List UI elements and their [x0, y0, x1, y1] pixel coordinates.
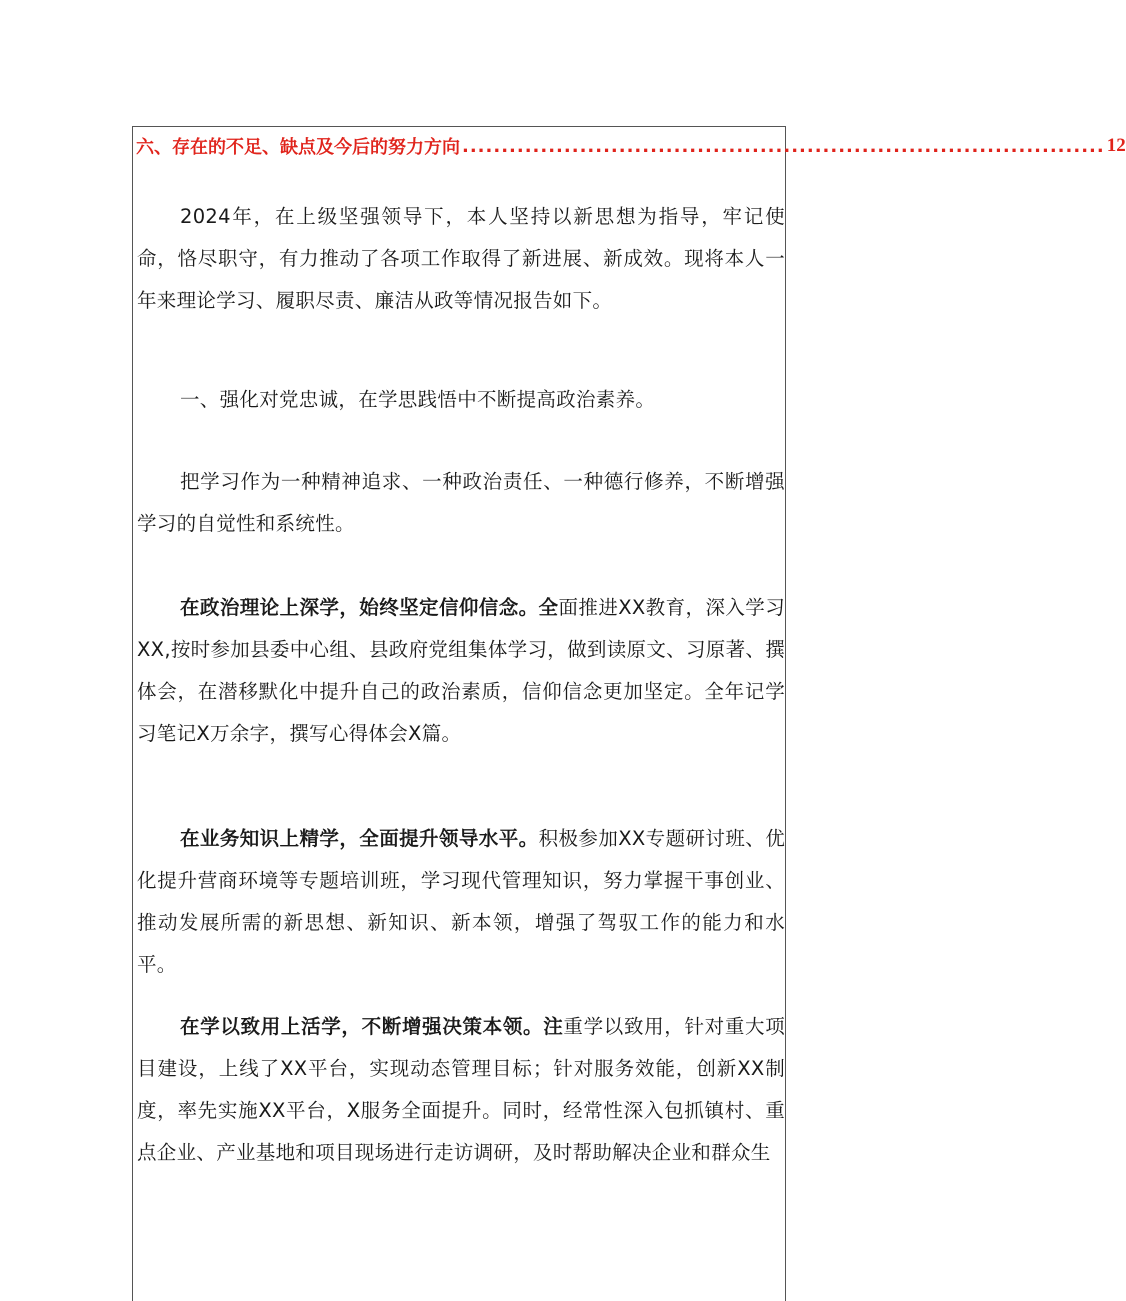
- intro-paragraph: [137, 196, 785, 322]
- body-paragraph: [137, 587, 785, 755]
- paragraph-lead: 在学以致用上活学，不断增强决策本领。注: [180, 1015, 564, 1038]
- paragraph-text: 重学以致用，针对重大项目建设，上线了XX平台，实现动态管理目标；针对服务效能，创新XX制度，率先实施XX平台，X服务全面提升。同时，经常性深入包抓镇村、重点企业、产业基地和项目现场进行走访调研，及时帮助解决企业和群众生: [137, 1015, 785, 1164]
- toc-entry-title: 六、存在的不足、缺点及今后的努力方向: [136, 137, 460, 158]
- paragraph-lead: 在政治理论上深学，始终坚定信仰信念。全: [180, 596, 559, 619]
- body-paragraph: [137, 461, 785, 545]
- section-heading: [137, 379, 785, 421]
- toc-leader-dots: ..................................................................................: [462, 135, 1105, 157]
- paragraph-text: 2024年，在上级坚强领导下，本人坚持以新思想为指导，牢记使命，恪尽职守，有力推动了各项工作取得了新进展、新成效。现将本人一年来理论学习、履职尽责、廉洁从政等情况报告如下。: [137, 205, 785, 312]
- paragraph-text: 一、强化对党忠诚，在学思践悟中不断提高政治素养。: [180, 388, 656, 411]
- paragraph-text: 把学习作为一种精神追求、一种政治责任、一种德行修养，不断增强学习的自觉性和系统性。: [137, 470, 785, 535]
- toc-page-number: 12: [1106, 135, 1126, 156]
- toc-entry[interactable]: [136, 131, 1126, 161]
- paragraph-text: 积极参加XX专题研讨班、优化提升营商环境等专题培训班，学习现代管理知识，努力掌握干事创业、推动发展所需的新思想、新知识、新本领，增强了驾驭工作的能力和水平。: [137, 827, 785, 976]
- body-paragraph: [137, 818, 785, 986]
- paragraph-text: 面推进XX教育，深入学习XX,按时参加县委中心组、县政府党组集体学习，做到读原文、习原著、撰体会，在潜移默化中提升自己的政治素质，信仰信念更加坚定。全年记学习笔记X万余字，撰写心得体会X篇。: [137, 596, 785, 745]
- paragraph-lead: 在业务知识上精学，全面提升领导水平。: [180, 827, 539, 850]
- body-paragraph: [137, 1006, 785, 1174]
